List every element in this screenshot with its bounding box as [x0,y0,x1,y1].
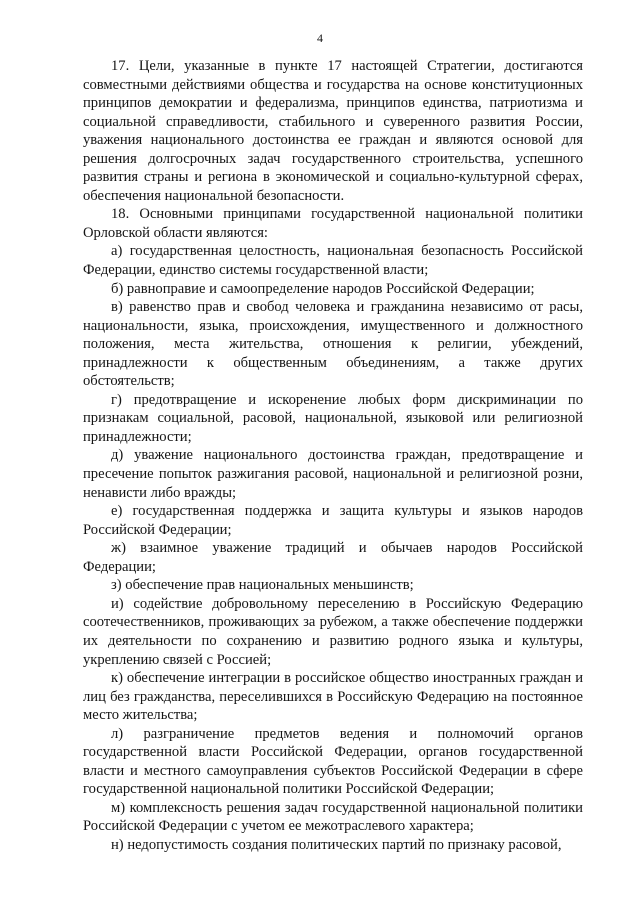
list-item-i: и) содействие добровольному переселению в Российскую Федерацию соотечественников, проживающих за рубежом, а также обеспечение поддержки их деятельности по сохранению и развитию родного языка и культуры, укреплению связей с Россией; [83,595,583,668]
document-body [83,57,583,855]
list-item-l: л) разграничение предметов ведения и полномочий органов государственной власти Российской Федерации, органов государственной власти и местного самоуправления субъектов Российской Федерации в сфере государственной национальной политики Российской Федерации; [83,725,583,798]
list-item-v: в) равенство прав и свобод человека и гражданина независимо от расы, национальности, языка, происхождения, имущественного и должностного положения, места жительства, отношения к религии, убеждений, принадлежности к общественным объединениям, а также других обстоятельств; [83,299,583,390]
list-item-e: е) государственная поддержка и защита культуры и языков народов Российской Федерации; [83,503,583,538]
list-item-a: а) государственная целостность, национальная безопасность Российской Федерации, единство системы государственной власти; [83,243,583,279]
list-item-b: б) равноправие и самоопределение народов Российской Федерации; [111,280,535,297]
list-item-m: м) комплексность решения задач государственной национальной политики Российской Федерации с учетом ее межотраслевого характера; [83,799,583,835]
list-item-d: д) уважение национального достоинства граждан, предотвращение и пресечение попыток разжигания расовой, национальной и религиозной розни, ненависти либо вражды; [83,447,583,501]
list-item-n: н) недопустимость создания политических партий по признаку расовой, [111,836,562,853]
list-item-g: г) предотвращение и искоренение любых форм дискриминации по признакам социальной, расовой, национальной, языковой или религиозной принадлежности; [83,391,583,445]
paragraph-18: 18. Основными принципами государственной национальной политики Орловской области являются: [83,206,583,241]
list-item-k: к) обеспечение интеграции в российское общество иностранных граждан и лиц без гражданства, переселившихся в Российскую Федерацию на постоянное место жительства; [83,670,583,724]
paragraph-17: 17. Цели, указанные в пункте 17 настоящей Стратегии, достигаются совместными действиями общества и государства на основе конституционных принципов демократии и федерализма, принципов единства, патриотизма и социальной справедливости, стабильного и суверенного развития России, уважения национального достоинства ее граждан и являются основой для решения долгосрочных задач государственного строительства, успешного развития страны и региона в экономической и социально-культурной сферах, обеспечения национальной безопасности. [83,58,583,204]
list-item-z: з) обеспечение прав национальных меньшинств; [111,577,414,594]
page-number: 4 [317,31,323,45]
list-item-zh: ж) взаимное уважение традиций и обычаев народов Российской Федерации; [83,540,583,575]
